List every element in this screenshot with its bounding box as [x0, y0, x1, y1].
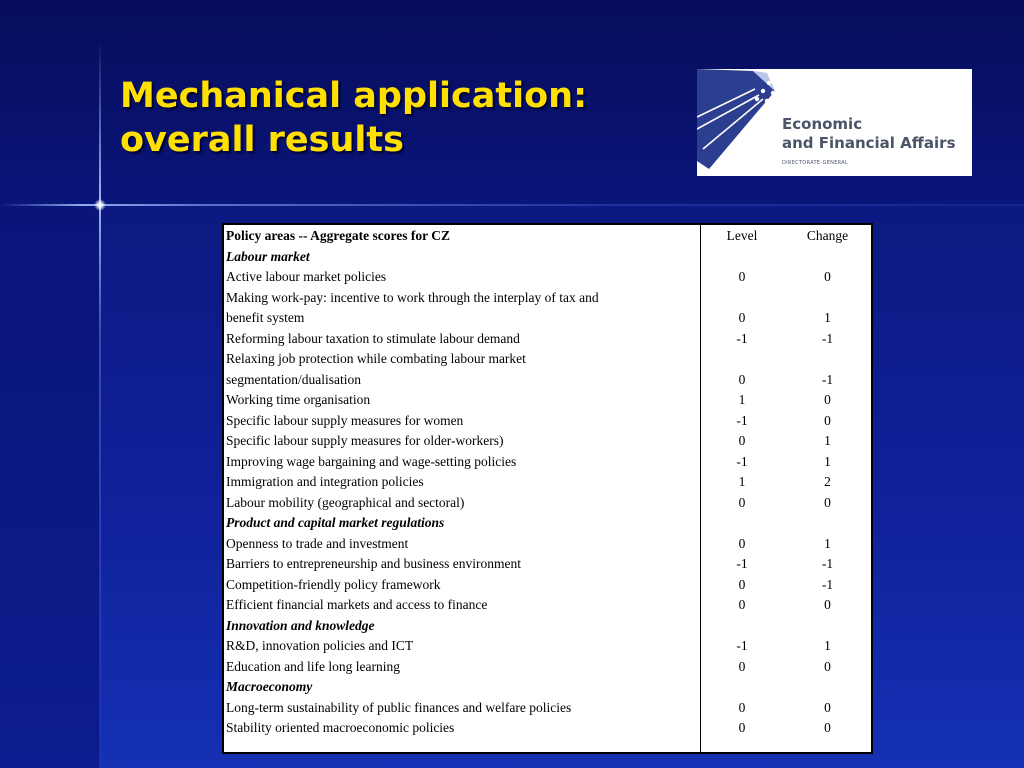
- change-cell: 0: [824, 269, 831, 284]
- left-band: [0, 205, 100, 768]
- header-level: Level: [726, 228, 758, 243]
- change-cell: -1: [821, 576, 834, 592]
- change-cell: 1: [824, 310, 831, 325]
- logo-line1: Economic: [782, 115, 863, 133]
- scores-table: [226, 225, 871, 739]
- level-cell: 1: [738, 392, 746, 407]
- change-cell: [784, 677, 871, 698]
- policy-label-cell: Openness to trade and investment: [226, 535, 409, 551]
- change-cell: [784, 616, 871, 637]
- change-cell: 0: [824, 597, 831, 612]
- level-cell: [700, 513, 784, 534]
- level-cell: 0: [738, 371, 746, 387]
- change-cell: 0: [824, 494, 831, 510]
- table-row: [226, 390, 871, 411]
- change-cell: 0: [824, 392, 831, 407]
- policy-label-cell: Competition-friendly policy framework: [226, 576, 441, 592]
- level-cell: 1: [738, 474, 746, 489]
- level-cell: 0: [738, 310, 746, 325]
- table-row: [226, 329, 871, 350]
- ecfin-logo: [697, 69, 972, 176]
- table-body: [226, 225, 871, 739]
- level-cell: 0: [738, 720, 746, 735]
- level-cell: 0: [738, 597, 746, 612]
- policy-label-cell: Reforming labour taxation to stimulate labour demand: [226, 330, 520, 346]
- level-cell: [700, 616, 784, 637]
- level-cell: 0: [738, 576, 746, 592]
- slide-title: [120, 74, 587, 162]
- table-row: [226, 636, 871, 657]
- change-cell: 0: [824, 699, 831, 715]
- table-row: [226, 718, 871, 739]
- table-row: [226, 308, 871, 329]
- policy-label-cell: Innovation and knowledge: [226, 617, 375, 633]
- level-cell: [700, 288, 784, 309]
- policy-label-cell: Efficient financial markets and access to finance: [226, 597, 488, 612]
- sparkle-icon: [94, 199, 106, 211]
- change-cell: 1: [824, 433, 831, 448]
- table-row: [226, 472, 871, 493]
- policy-label-cell: R&D, innovation policies and ICT: [226, 638, 414, 653]
- change-cell: 0: [824, 658, 831, 674]
- change-cell: -1: [821, 556, 834, 571]
- table-row: [226, 411, 871, 432]
- section-header-row: [226, 247, 871, 268]
- policy-label-cell: Active labour market policies: [226, 269, 387, 284]
- section-header-row: [226, 513, 871, 534]
- level-cell: -1: [736, 453, 748, 469]
- slide-title-line2: overall results: [120, 120, 404, 160]
- table-row: [226, 698, 871, 719]
- logo-line2: and Financial Affairs: [782, 134, 956, 152]
- table-header-row: [226, 225, 871, 247]
- policy-label-cell: Stability oriented macroeconomic policies: [226, 720, 455, 735]
- level-cell: 0: [738, 699, 746, 715]
- table-row: [226, 534, 871, 555]
- table-row: [226, 657, 871, 678]
- level-cell: -1: [736, 330, 748, 346]
- header-policy-areas: Policy areas -- Aggregate scores for CZ: [226, 228, 450, 243]
- section-header-row: [226, 677, 871, 698]
- vertical-light-line: [99, 40, 101, 768]
- policy-label-cell: Macroeconomy: [226, 679, 313, 694]
- level-cell: 0: [738, 535, 746, 551]
- change-cell: 1: [824, 638, 831, 653]
- logo-text: [782, 115, 956, 153]
- table-row: [226, 431, 871, 452]
- change-cell: 2: [824, 474, 831, 489]
- level-cell: [700, 247, 784, 268]
- results-table: [222, 223, 873, 754]
- change-cell: -1: [821, 330, 834, 346]
- level-cell: -1: [736, 556, 748, 571]
- table-row: [226, 575, 871, 596]
- policy-label-cell: benefit system: [226, 310, 305, 325]
- change-cell: -1: [821, 371, 834, 387]
- table-row: [226, 452, 871, 473]
- change-cell: [784, 247, 871, 268]
- level-cell: 0: [738, 494, 746, 510]
- table-row: [226, 370, 871, 391]
- level-cell: 0: [738, 269, 746, 284]
- policy-label-cell: Labour mobility (geographical and sectoral): [226, 494, 465, 510]
- table-row: [226, 288, 871, 309]
- policy-label-cell: segmentation/dualisation: [226, 371, 361, 387]
- policy-label-cell: Education and life long learning: [226, 658, 400, 674]
- level-cell: 0: [738, 658, 746, 674]
- change-cell: 1: [824, 535, 831, 551]
- policy-label-cell: Relaxing job protection while combating labour market: [226, 351, 526, 366]
- policy-label-cell: Specific labour supply measures for women: [226, 412, 464, 428]
- policy-label-cell: Working time organisation: [226, 392, 371, 407]
- policy-label-cell: Labour market: [226, 248, 310, 264]
- change-cell: 0: [824, 720, 831, 735]
- change-cell: [784, 349, 871, 370]
- level-cell: -1: [736, 638, 748, 653]
- header-change: Change: [806, 228, 849, 243]
- table-row: [226, 267, 871, 288]
- section-header-row: [226, 616, 871, 637]
- policy-label-cell: Long-term sustainability of public finances and welfare policies: [226, 699, 572, 715]
- level-cell: [700, 349, 784, 370]
- change-cell: [784, 288, 871, 309]
- table-row: [226, 493, 871, 514]
- policy-label-cell: Specific labour supply measures for older-workers): [226, 433, 504, 448]
- policy-label-cell: Immigration and integration policies: [226, 474, 424, 489]
- policy-label-cell: Product and capital market regulations: [226, 515, 445, 530]
- policy-label-cell: Barriers to entrepreneurship and business environment: [226, 556, 522, 571]
- policy-label-cell: Improving wage bargaining and wage-setting policies: [226, 453, 517, 469]
- table-row: [226, 595, 871, 616]
- change-cell: [784, 513, 871, 534]
- change-cell: 0: [824, 412, 831, 428]
- level-cell: [700, 677, 784, 698]
- change-cell: 1: [824, 453, 831, 469]
- level-cell: 0: [738, 433, 746, 448]
- level-cell: -1: [736, 412, 748, 428]
- horizontal-light-line: [0, 204, 1024, 206]
- slide-title-line1: Mechanical application:: [120, 76, 588, 116]
- table-row: [226, 554, 871, 575]
- table-row: [226, 349, 871, 370]
- logo-subtitle: DIRECTORATE-GENERAL: [782, 160, 849, 166]
- policy-label-cell: Making work-pay: incentive to work through the interplay of tax and: [226, 289, 599, 305]
